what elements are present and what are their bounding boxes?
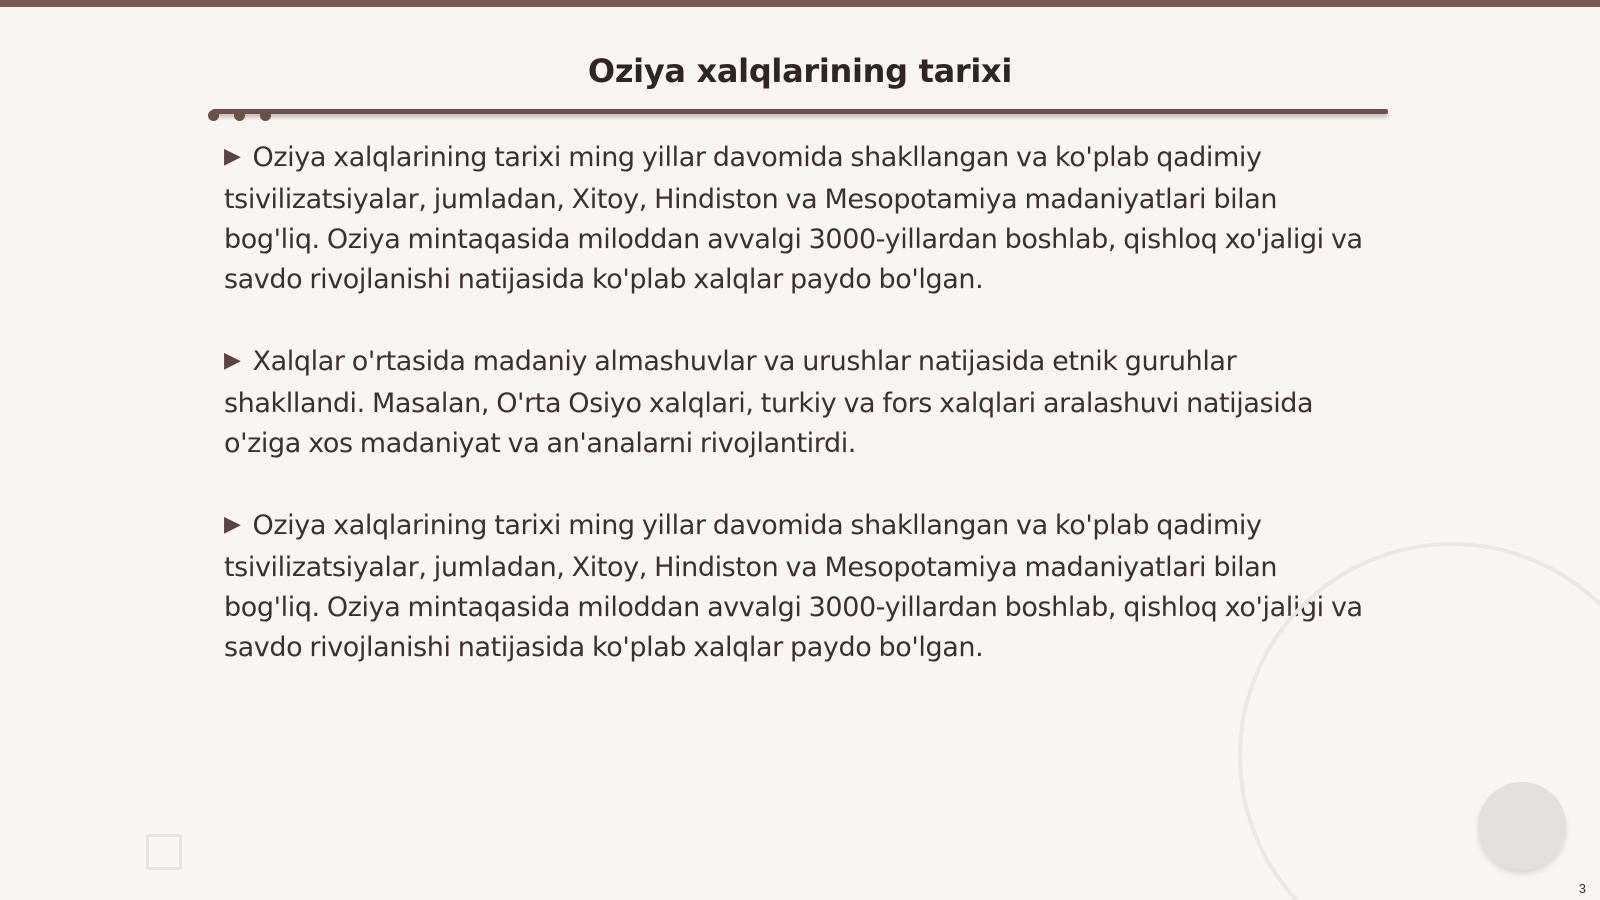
top-accent-band (0, 0, 1600, 7)
decorative-dot (234, 110, 245, 121)
title-underline (212, 109, 1388, 114)
paragraph-text: Oziya xalqlarining tarixi ming yillar davomida shakllangan va ko'plab qadimiy tsivilizatsiyalar, jumladan, Xitoy, Hindiston va Mesopotamiya madaniyatlari bilan bog'liq. Oziya mintaqasida miloddan avvalgi 3000-yillardan boshlab, qishloq xo'jaligi va savdo rivojlanishi natijasida ko'plab xalqlar paydo bo'lgan. (224, 142, 1363, 295)
bullet-arrow-icon: ▶ (224, 512, 241, 537)
bullet-paragraph-2 (224, 342, 1364, 464)
decorative-dot (260, 110, 271, 121)
page-number: 3 (1578, 881, 1586, 896)
paragraph-text: Oziya xalqlarining tarixi ming yillar davomida shakllangan va ko'plab qadimiy tsivilizatsiyalar, jumladan, Xitoy, Hindiston va Mesopotamiya madaniyatlari bilan bog'liq. Oziya mintaqasida miloddan avvalgi 3000-yillardan boshlab, qishloq xo'jaligi va savdo rivojlanishi natijasida ko'plab xalqlar paydo bo'lgan. (224, 510, 1363, 663)
bullet-paragraph-3 (224, 506, 1364, 668)
slide-title: Oziya xalqlarining tarixi (587, 52, 1013, 90)
decorative-disc (1478, 782, 1566, 870)
paragraph-text: Xalqlar o'rtasida madaniy almashuvlar va urushlar natijasida etnik guruhlar shakllandi. Masalan, O'rta Osiyo xalqlari, turkiy va fors xalqlari aralashuvi natijasida o'ziga xos madaniyat va an'analarni rivojlantirdi. (224, 346, 1314, 459)
bullet-arrow-icon: ▶ (224, 144, 241, 169)
decorative-square (146, 834, 182, 870)
bullet-paragraph-1 (224, 138, 1364, 300)
bullet-arrow-icon: ▶ (224, 348, 241, 373)
decorative-dot (208, 110, 219, 121)
bullet-list (224, 138, 1364, 710)
